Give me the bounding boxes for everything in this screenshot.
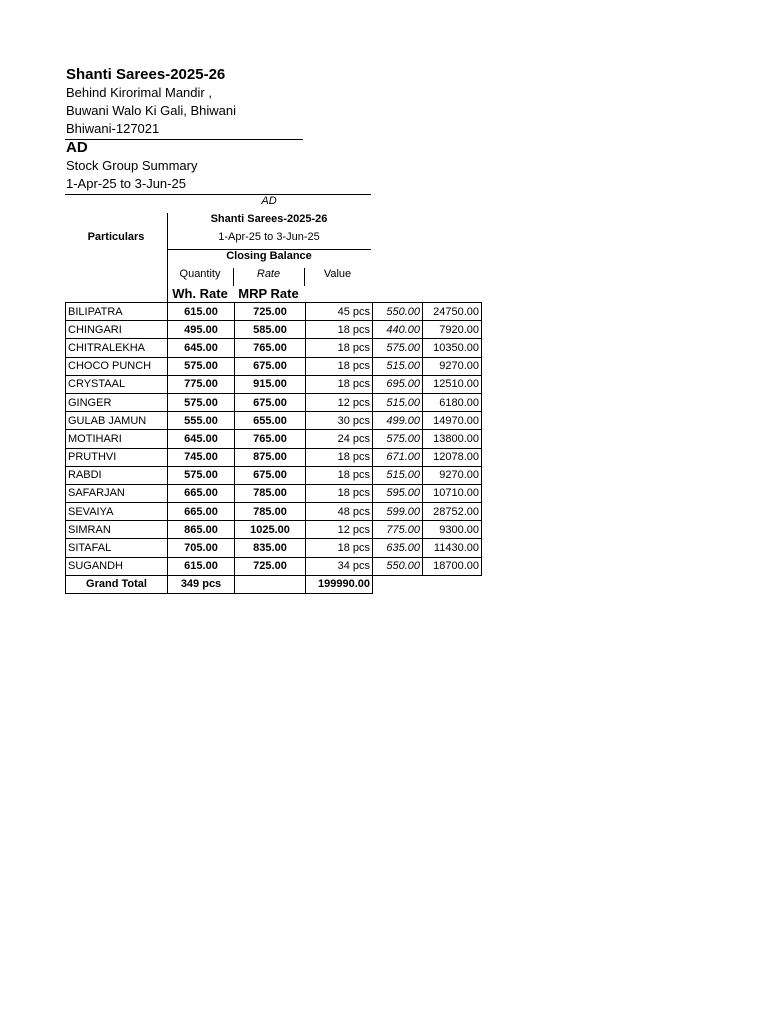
- table-row: [66, 484, 482, 502]
- wh-rate-cell: 705.00: [168, 539, 235, 557]
- quantity-cell: 18 pcs: [306, 339, 373, 357]
- table-row: [66, 448, 482, 466]
- value-cell: 28752.00: [423, 503, 482, 521]
- mrp-rate-cell: 655.00: [235, 412, 306, 430]
- item-name-cell: PRUTHVI: [66, 448, 168, 466]
- grand-total-value: 199990.00: [306, 575, 373, 593]
- header-company-label: Shanti Sarees-2025-26: [210, 213, 328, 225]
- rate-cell: 575.00: [373, 430, 423, 448]
- item-name-cell: CHINGARI: [66, 321, 168, 339]
- grand-total-label: Grand Total: [66, 575, 168, 593]
- address-line-1: Behind Kirorimal Mandir ,: [66, 85, 212, 100]
- mrp-rate-cell: 725.00: [235, 557, 306, 575]
- table-row: [66, 557, 482, 575]
- value-cell: 10710.00: [423, 484, 482, 502]
- table-row: [66, 430, 482, 448]
- value-cell: 14970.00: [423, 412, 482, 430]
- mrp-rate-cell: 835.00: [235, 539, 306, 557]
- mrp-rate-cell: 675.00: [235, 357, 306, 375]
- value-cell: 10350.00: [423, 339, 482, 357]
- value-cell: 9270.00: [423, 357, 482, 375]
- company-name: Shanti Sarees-2025-26: [66, 66, 226, 83]
- quantity-cell: 45 pcs: [306, 303, 373, 321]
- quantity-cell: 18 pcs: [306, 539, 373, 557]
- item-name-cell: GULAB JAMUN: [66, 412, 168, 430]
- table-row: [66, 393, 482, 411]
- item-name-cell: CHOCO PUNCH: [66, 357, 168, 375]
- item-name-cell: SAFARJAN: [66, 484, 168, 502]
- value-cell: 11430.00: [423, 539, 482, 557]
- rate-cell: 575.00: [373, 339, 423, 357]
- table-row: [66, 539, 482, 557]
- address-line-3: Bhiwani-127021: [66, 121, 160, 136]
- wh-rate-cell: 645.00: [168, 339, 235, 357]
- wh-rate-cell: 665.00: [168, 484, 235, 502]
- value-cell: 24750.00: [423, 303, 482, 321]
- rate-cell: 550.00: [373, 557, 423, 575]
- rate-cell: 515.00: [373, 357, 423, 375]
- stock-table-body: [66, 303, 482, 576]
- rate-cell: 775.00: [373, 521, 423, 539]
- rate-cell: 515.00: [373, 466, 423, 484]
- wh-rate-cell: 645.00: [168, 430, 235, 448]
- table-row: [66, 321, 482, 339]
- report-title: Stock Group Summary: [66, 158, 198, 173]
- item-name-cell: MOTIHARI: [66, 430, 168, 448]
- wh-rate-cell: 865.00: [168, 521, 235, 539]
- wh-rate-header: Wh. Rate: [172, 286, 228, 301]
- mrp-rate-cell: 785.00: [235, 503, 306, 521]
- wh-rate-cell: 555.00: [168, 412, 235, 430]
- mrp-rate-cell: 765.00: [235, 339, 306, 357]
- value-cell: 12510.00: [423, 375, 482, 393]
- quantity-cell: 18 pcs: [306, 448, 373, 466]
- wh-rate-cell: 575.00: [168, 466, 235, 484]
- mrp-rate-cell: 915.00: [235, 375, 306, 393]
- wh-rate-cell: 745.00: [168, 448, 235, 466]
- particulars-header: Particulars: [87, 231, 145, 243]
- header-period-label: 1-Apr-25 to 3-Jun-25: [218, 231, 320, 243]
- quantity-cell: 30 pcs: [306, 412, 373, 430]
- quantity-cell: 24 pcs: [306, 430, 373, 448]
- mrp-rate-cell: 585.00: [235, 321, 306, 339]
- mrp-rate-cell: 875.00: [235, 448, 306, 466]
- total-spacer: [373, 575, 423, 593]
- wh-rate-cell: 575.00: [168, 393, 235, 411]
- mrp-rate-cell: 1025.00: [235, 521, 306, 539]
- value-cell: 9300.00: [423, 521, 482, 539]
- mrp-rate-cell: 765.00: [235, 430, 306, 448]
- quantity-cell: 18 pcs: [306, 484, 373, 502]
- item-name-cell: SEVAIYA: [66, 503, 168, 521]
- table-row: [66, 357, 482, 375]
- value-header: Value: [323, 268, 352, 280]
- value-cell: 13800.00: [423, 430, 482, 448]
- item-name-cell: SITAFAL: [66, 539, 168, 557]
- value-cell: 6180.00: [423, 393, 482, 411]
- rate-cell: 599.00: [373, 503, 423, 521]
- item-name-cell: SIMRAN: [66, 521, 168, 539]
- mrp-rate-cell: 785.00: [235, 484, 306, 502]
- header-group-label: AD: [261, 195, 277, 207]
- rate-header: Rate: [256, 268, 281, 280]
- value-cell: 12078.00: [423, 448, 482, 466]
- rate-cell: 499.00: [373, 412, 423, 430]
- table-row: [66, 375, 482, 393]
- wh-rate-cell: 665.00: [168, 503, 235, 521]
- closing-balance-header: Closing Balance: [226, 250, 312, 262]
- address-line-2: Buwani Walo Ki Gali, Bhiwani: [66, 103, 237, 118]
- quantity-cell: 18 pcs: [306, 375, 373, 393]
- quantity-cell: 12 pcs: [306, 521, 373, 539]
- mrp-rate-header: MRP Rate: [238, 286, 299, 301]
- rate-cell: 695.00: [373, 375, 423, 393]
- quantity-cell: 18 pcs: [306, 357, 373, 375]
- rate-cell: 515.00: [373, 393, 423, 411]
- wh-rate-cell: 575.00: [168, 357, 235, 375]
- grand-total-row: [66, 575, 482, 593]
- wh-rate-cell: 615.00: [168, 557, 235, 575]
- mrp-rate-cell: 725.00: [235, 303, 306, 321]
- value-cell: 18700.00: [423, 557, 482, 575]
- rate-cell: 595.00: [373, 484, 423, 502]
- grand-total-quantity: 349 pcs: [168, 575, 235, 593]
- quantity-header: Quantity: [179, 268, 221, 280]
- rate-cell: 671.00: [373, 448, 423, 466]
- divider: [65, 139, 303, 140]
- item-name-cell: CRYSTAAL: [66, 375, 168, 393]
- table-row: [66, 503, 482, 521]
- stock-table: [65, 302, 482, 594]
- total-spacer: [423, 575, 482, 593]
- table-row: [66, 521, 482, 539]
- quantity-cell: 12 pcs: [306, 393, 373, 411]
- item-name-cell: RABDI: [66, 466, 168, 484]
- report-period: 1-Apr-25 to 3-Jun-25: [66, 176, 186, 191]
- value-cell: 7920.00: [423, 321, 482, 339]
- mrp-rate-cell: 675.00: [235, 393, 306, 411]
- table-row: [66, 412, 482, 430]
- stock-group-name: AD: [66, 139, 88, 156]
- item-name-cell: GINGER: [66, 393, 168, 411]
- table-row: [66, 466, 482, 484]
- quantity-cell: 34 pcs: [306, 557, 373, 575]
- rate-cell: 550.00: [373, 303, 423, 321]
- quantity-cell: 48 pcs: [306, 503, 373, 521]
- wh-rate-cell: 775.00: [168, 375, 235, 393]
- grand-total-blank: [235, 575, 306, 593]
- rate-cell: 440.00: [373, 321, 423, 339]
- table-row: [66, 303, 482, 321]
- value-cell: 9270.00: [423, 466, 482, 484]
- item-name-cell: CHITRALEKHA: [66, 339, 168, 357]
- table-row: [66, 339, 482, 357]
- item-name-cell: BILIPATRA: [66, 303, 168, 321]
- item-name-cell: SUGANDH: [66, 557, 168, 575]
- mrp-rate-cell: 675.00: [235, 466, 306, 484]
- wh-rate-cell: 615.00: [168, 303, 235, 321]
- wh-rate-cell: 495.00: [168, 321, 235, 339]
- quantity-cell: 18 pcs: [306, 466, 373, 484]
- quantity-cell: 18 pcs: [306, 321, 373, 339]
- rate-cell: 635.00: [373, 539, 423, 557]
